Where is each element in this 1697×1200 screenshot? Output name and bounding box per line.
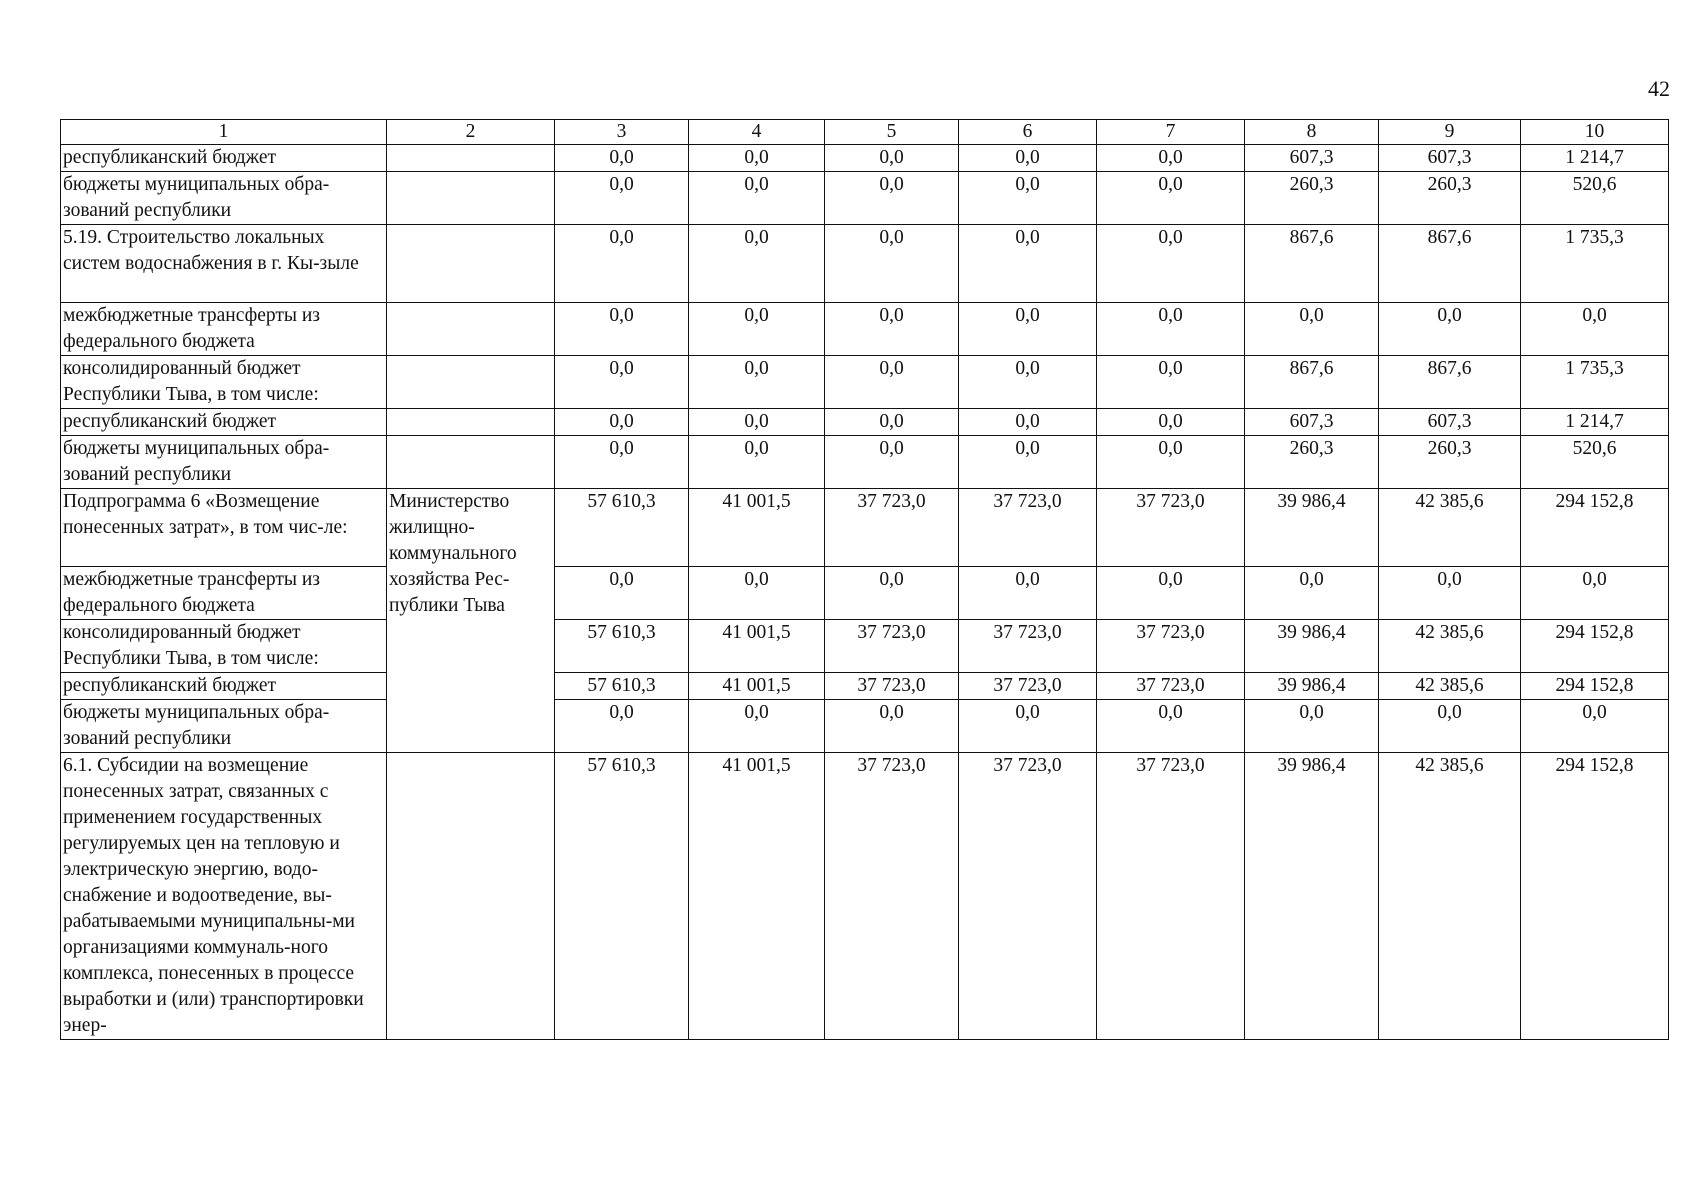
value-cell: 0,0 <box>689 567 825 620</box>
column-header: 3 <box>555 120 689 145</box>
value-cell: 0,0 <box>1097 356 1245 409</box>
value-cell: 0,0 <box>825 409 959 436</box>
value-cell: 0,0 <box>555 225 689 303</box>
column-header: 5 <box>825 120 959 145</box>
value-cell: 867,6 <box>1245 225 1379 303</box>
value-cell: 0,0 <box>1379 303 1521 356</box>
value-cell: 0,0 <box>825 436 959 489</box>
value-cell: 0,0 <box>1097 303 1245 356</box>
value-cell: 39 986,4 <box>1245 753 1379 1040</box>
value-cell: 0,0 <box>1245 700 1379 753</box>
value-cell: 867,6 <box>1245 356 1379 409</box>
value-cell: 260,3 <box>1379 436 1521 489</box>
value-cell: 0,0 <box>689 436 825 489</box>
value-cell: 0,0 <box>959 145 1097 172</box>
value-cell: 0,0 <box>825 356 959 409</box>
value-cell: 294 152,8 <box>1521 489 1669 567</box>
executor-cell <box>387 753 555 1040</box>
value-cell: 0,0 <box>1097 225 1245 303</box>
value-cell: 0,0 <box>959 356 1097 409</box>
executor-cell <box>387 409 555 436</box>
value-cell: 39 986,4 <box>1245 673 1379 700</box>
value-cell: 0,0 <box>825 303 959 356</box>
value-cell: 0,0 <box>1097 409 1245 436</box>
value-cell: 41 001,5 <box>689 620 825 673</box>
executor-cell <box>387 436 555 489</box>
value-cell: 607,3 <box>1245 409 1379 436</box>
value-cell: 57 610,3 <box>555 620 689 673</box>
table-row <box>61 489 1669 567</box>
value-cell: 607,3 <box>1245 145 1379 172</box>
column-header: 9 <box>1379 120 1521 145</box>
value-cell: 37 723,0 <box>825 673 959 700</box>
table-row <box>61 409 1669 436</box>
value-cell: 607,3 <box>1379 145 1521 172</box>
value-cell: 0,0 <box>689 700 825 753</box>
value-cell: 0,0 <box>959 436 1097 489</box>
value-cell: 37 723,0 <box>959 753 1097 1040</box>
value-cell: 42 385,6 <box>1379 673 1521 700</box>
value-cell: 0,0 <box>825 700 959 753</box>
value-cell: 0,0 <box>689 409 825 436</box>
value-cell: 37 723,0 <box>1097 489 1245 567</box>
row-label: 6.1. Субсидии на возмещение понесенных затрат, связанных с применением государственных регулируемых цен на тепловую и электрическую энергию, водо-снабжение и водоотведение, вы-рабатываемыми муниципальны-ми организациями коммуналь-ного комплекса, понесенных в процессе выработки и (или) транспортировки энер- <box>61 753 387 1040</box>
table-row <box>61 436 1669 489</box>
value-cell: 0,0 <box>689 225 825 303</box>
value-cell: 57 610,3 <box>555 673 689 700</box>
table-row <box>61 225 1669 303</box>
value-cell: 42 385,6 <box>1379 620 1521 673</box>
value-cell: 0,0 <box>689 145 825 172</box>
value-cell: 0,0 <box>1379 567 1521 620</box>
value-cell: 57 610,3 <box>555 489 689 567</box>
value-cell: 0,0 <box>959 303 1097 356</box>
column-header: 10 <box>1521 120 1669 145</box>
value-cell: 0,0 <box>555 172 689 225</box>
value-cell: 0,0 <box>1521 303 1669 356</box>
value-cell: 0,0 <box>1521 700 1669 753</box>
row-label: Подпрограмма 6 «Возмещение понесенных затрат», в том чис-ле: <box>61 489 387 567</box>
value-cell: 37 723,0 <box>1097 673 1245 700</box>
table-row <box>61 753 1669 1040</box>
row-label: республиканский бюджет <box>61 145 387 172</box>
value-cell: 0,0 <box>555 145 689 172</box>
executor-cell <box>387 356 555 409</box>
value-cell: 294 152,8 <box>1521 753 1669 1040</box>
table-row <box>61 172 1669 225</box>
value-cell: 41 001,5 <box>689 673 825 700</box>
table-row <box>61 700 1669 753</box>
row-label: республиканский бюджет <box>61 673 387 700</box>
executor-cell: Министерство жилищно-коммунального хозяйства Рес-публики Тыва <box>387 489 555 753</box>
value-cell: 0,0 <box>1521 567 1669 620</box>
value-cell: 0,0 <box>1097 172 1245 225</box>
row-label: межбюджетные трансферты из федерального бюджета <box>61 567 387 620</box>
value-cell: 0,0 <box>1245 567 1379 620</box>
value-cell: 0,0 <box>689 172 825 225</box>
value-cell: 867,6 <box>1379 356 1521 409</box>
value-cell: 520,6 <box>1521 436 1669 489</box>
value-cell: 867,6 <box>1379 225 1521 303</box>
value-cell: 37 723,0 <box>1097 753 1245 1040</box>
executor-cell <box>387 303 555 356</box>
row-label: консолидированный бюджет Республики Тыва, в том числе: <box>61 356 387 409</box>
value-cell: 0,0 <box>555 356 689 409</box>
value-cell: 1 214,7 <box>1521 409 1669 436</box>
value-cell: 41 001,5 <box>689 489 825 567</box>
value-cell: 0,0 <box>959 567 1097 620</box>
page-number: 42 <box>1648 76 1670 101</box>
value-cell: 607,3 <box>1379 409 1521 436</box>
value-cell: 42 385,6 <box>1379 489 1521 567</box>
value-cell: 0,0 <box>1379 700 1521 753</box>
value-cell: 260,3 <box>1245 436 1379 489</box>
value-cell: 42 385,6 <box>1379 753 1521 1040</box>
row-label: бюджеты муниципальных обра-зований республики <box>61 700 387 753</box>
value-cell: 39 986,4 <box>1245 489 1379 567</box>
column-header: 4 <box>689 120 825 145</box>
value-cell: 39 986,4 <box>1245 620 1379 673</box>
column-header: 8 <box>1245 120 1379 145</box>
column-header: 1 <box>61 120 387 145</box>
column-header: 7 <box>1097 120 1245 145</box>
row-label: 5.19. Строительство локальных систем водоснабжения в г. Кы-зыле <box>61 225 387 303</box>
value-cell: 0,0 <box>959 172 1097 225</box>
table-row <box>61 620 1669 673</box>
budget-table <box>60 119 1669 1040</box>
value-cell: 0,0 <box>555 700 689 753</box>
executor-cell <box>387 145 555 172</box>
value-cell: 0,0 <box>825 225 959 303</box>
value-cell: 0,0 <box>555 303 689 356</box>
value-cell: 37 723,0 <box>959 673 1097 700</box>
value-cell: 1 735,3 <box>1521 356 1669 409</box>
value-cell: 294 152,8 <box>1521 620 1669 673</box>
value-cell: 0,0 <box>1245 303 1379 356</box>
value-cell: 0,0 <box>555 567 689 620</box>
value-cell: 0,0 <box>959 225 1097 303</box>
value-cell: 0,0 <box>1097 145 1245 172</box>
value-cell: 0,0 <box>1097 436 1245 489</box>
value-cell: 37 723,0 <box>825 489 959 567</box>
value-cell: 0,0 <box>825 145 959 172</box>
value-cell: 0,0 <box>555 409 689 436</box>
table-row <box>61 673 1669 700</box>
value-cell: 520,6 <box>1521 172 1669 225</box>
table-row <box>61 356 1669 409</box>
row-label: консолидированный бюджет Республики Тыва, в том числе: <box>61 620 387 673</box>
value-cell: 57 610,3 <box>555 753 689 1040</box>
value-cell: 0,0 <box>1097 700 1245 753</box>
value-cell: 1 214,7 <box>1521 145 1669 172</box>
column-header: 6 <box>959 120 1097 145</box>
value-cell: 37 723,0 <box>959 620 1097 673</box>
value-cell: 0,0 <box>555 436 689 489</box>
value-cell: 0,0 <box>1097 567 1245 620</box>
column-header: 2 <box>387 120 555 145</box>
value-cell: 1 735,3 <box>1521 225 1669 303</box>
value-cell: 0,0 <box>825 567 959 620</box>
row-label: межбюджетные трансферты из федерального бюджета <box>61 303 387 356</box>
executor-cell <box>387 172 555 225</box>
value-cell: 41 001,5 <box>689 753 825 1040</box>
table-row <box>61 567 1669 620</box>
value-cell: 0,0 <box>825 172 959 225</box>
value-cell: 0,0 <box>689 303 825 356</box>
value-cell: 0,0 <box>959 409 1097 436</box>
row-label: бюджеты муниципальных обра-зований республики <box>61 172 387 225</box>
value-cell: 294 152,8 <box>1521 673 1669 700</box>
table-row <box>61 303 1669 356</box>
value-cell: 37 723,0 <box>959 489 1097 567</box>
value-cell: 37 723,0 <box>1097 620 1245 673</box>
row-label: бюджеты муниципальных обра-зований республики <box>61 436 387 489</box>
table-row <box>61 145 1669 172</box>
value-cell: 37 723,0 <box>825 753 959 1040</box>
value-cell: 37 723,0 <box>825 620 959 673</box>
value-cell: 260,3 <box>1379 172 1521 225</box>
column-header-row <box>61 120 1669 145</box>
executor-cell <box>387 225 555 303</box>
value-cell: 0,0 <box>959 700 1097 753</box>
value-cell: 0,0 <box>689 356 825 409</box>
value-cell: 260,3 <box>1245 172 1379 225</box>
row-label: республиканский бюджет <box>61 409 387 436</box>
